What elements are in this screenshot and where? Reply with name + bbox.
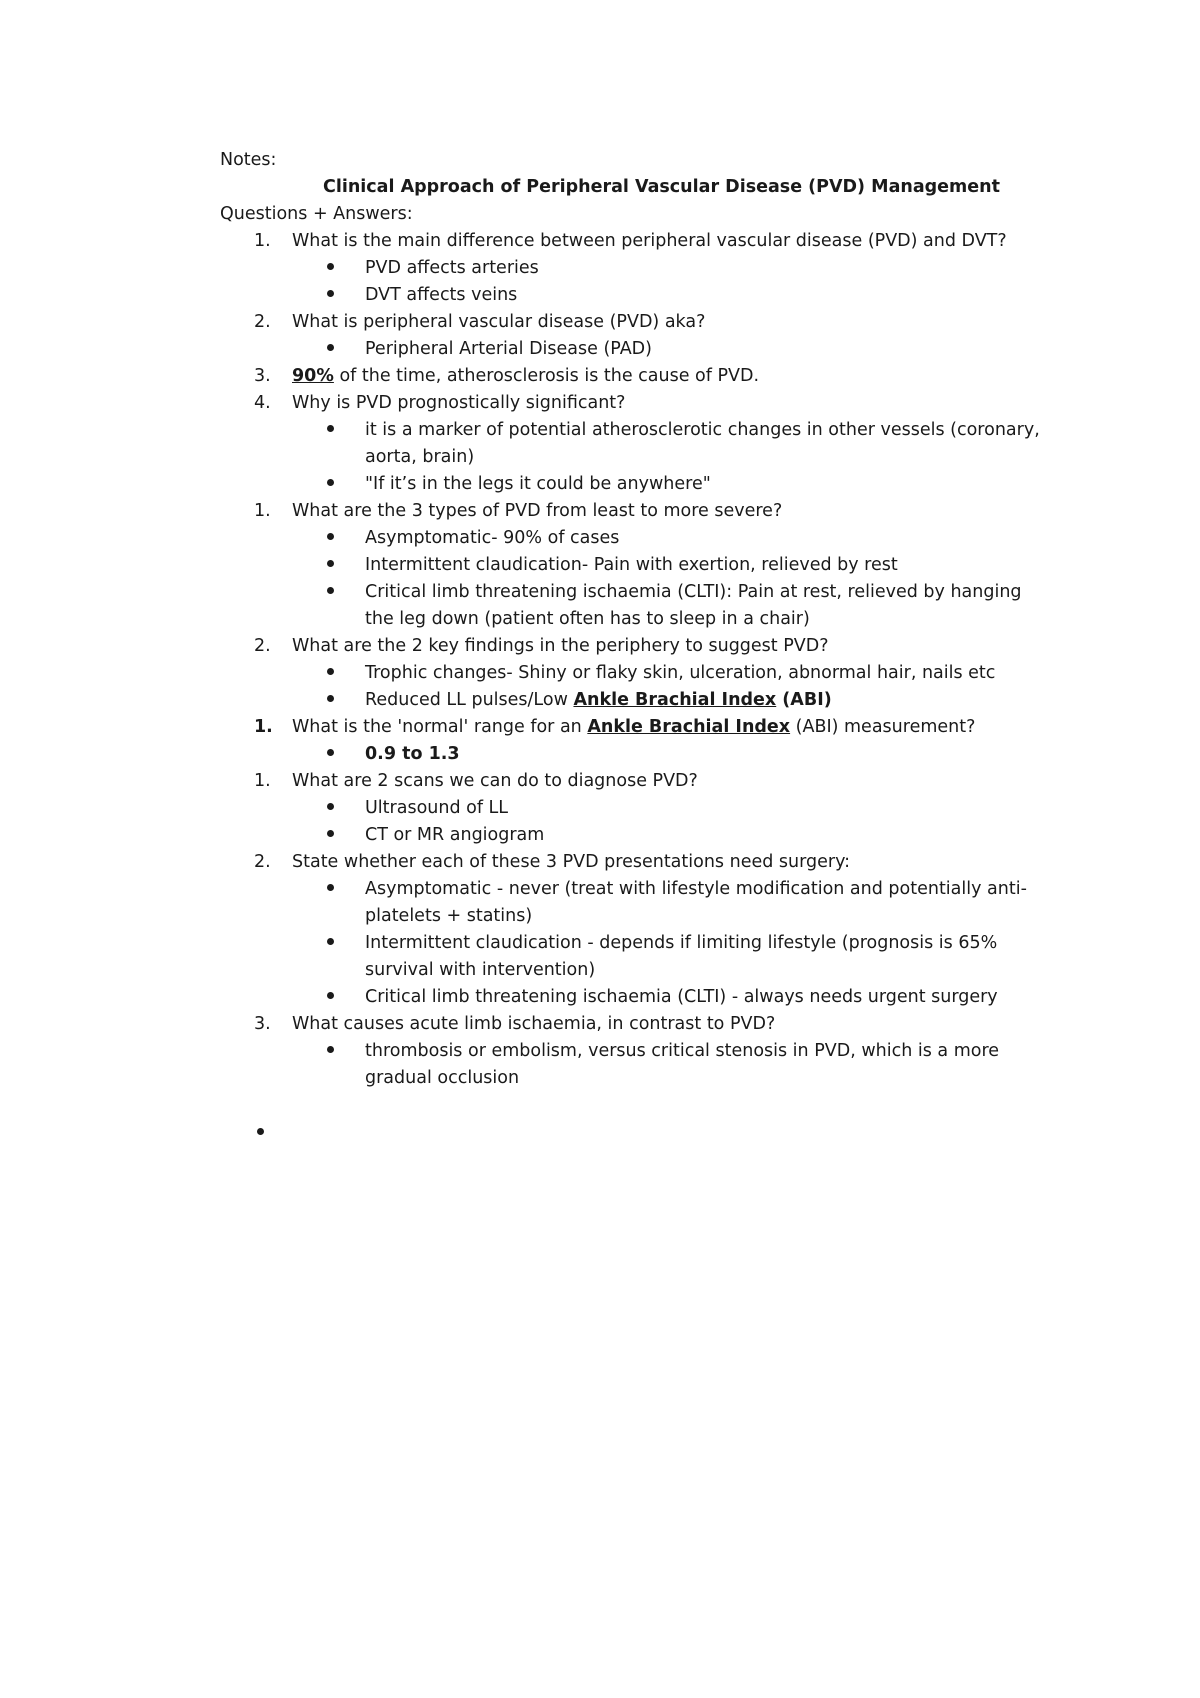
answer-text: Intermittent claudication - depends if limiting lifestyle (prognosis is 65% bbox=[365, 933, 998, 953]
bullet-icon bbox=[327, 830, 334, 837]
question-text: Why is PVD prognostically significant? bbox=[292, 393, 626, 413]
bullet-icon bbox=[327, 749, 334, 756]
document-title: Clinical Approach of Peripheral Vascular Disease (PVD) Management bbox=[323, 177, 1000, 197]
bullet-icon bbox=[327, 344, 334, 351]
questions-subheading: Questions + Answers: bbox=[220, 204, 413, 224]
bullet-icon bbox=[327, 587, 334, 594]
list-number: 1. bbox=[254, 501, 271, 521]
emphasis-text: Ankle Brachial Index bbox=[573, 690, 777, 710]
list-number: 1. bbox=[254, 771, 271, 791]
answer-text: Critical limb threatening ischaemia (CLTI): Pain at rest, relieved by hanging bbox=[365, 582, 1022, 602]
answer-text: Trophic changes- Shiny or flaky skin, ulceration, abnormal hair, nails etc bbox=[365, 663, 996, 683]
answer-text-start: Reduced LL pulses/Low bbox=[365, 690, 574, 710]
list-number: 1. bbox=[254, 717, 273, 737]
list-number: 1. bbox=[254, 231, 271, 251]
answer-text: Critical limb threatening ischaemia (CLTI) - always needs urgent surgery bbox=[365, 987, 998, 1007]
list-number: 2. bbox=[254, 852, 271, 872]
list-number: 2. bbox=[254, 636, 271, 656]
answer-text: PVD affects arteries bbox=[365, 258, 539, 278]
bullet-icon bbox=[327, 479, 334, 486]
answer-text: "If it’s in the legs it could be anywhere" bbox=[365, 474, 711, 494]
bullet-icon bbox=[327, 425, 334, 432]
empty-bullet-icon bbox=[257, 1128, 264, 1135]
answer-text: Peripheral Arterial Disease (PAD) bbox=[365, 339, 652, 359]
question-text: What are the 3 types of PVD from least to more severe? bbox=[292, 501, 783, 521]
bullet-icon bbox=[327, 263, 334, 270]
bullet-icon bbox=[327, 695, 334, 702]
answer-text: Ultrasound of LL bbox=[365, 798, 509, 818]
answer-text: CT or MR angiogram bbox=[365, 825, 545, 845]
question-text: What are the 2 key findings in the periphery to suggest PVD? bbox=[292, 636, 829, 656]
notes-label: Notes: bbox=[220, 150, 277, 170]
list-number: 3. bbox=[254, 366, 271, 386]
bullet-icon bbox=[327, 290, 334, 297]
bullet-icon bbox=[327, 668, 334, 675]
bullet-icon bbox=[327, 533, 334, 540]
answer-text: DVT affects veins bbox=[365, 285, 518, 305]
answer-text: Asymptomatic- 90% of cases bbox=[365, 528, 620, 548]
emphasis-text: Ankle Brachial Index bbox=[587, 717, 791, 737]
question-text: What are 2 scans we can do to diagnose PVD? bbox=[292, 771, 698, 791]
question-text-end: (ABI) measurement? bbox=[790, 717, 976, 737]
answer-text-continued: the leg down (patient often has to sleep in a chair) bbox=[365, 609, 810, 629]
bullet-icon bbox=[327, 560, 334, 567]
question-text bbox=[292, 363, 759, 389]
answer-text bbox=[365, 687, 832, 713]
bullet-icon bbox=[327, 938, 334, 945]
answer-text: Intermittent claudication- Pain with exertion, relieved by rest bbox=[365, 555, 898, 575]
list-number: 2. bbox=[254, 312, 271, 332]
question-text bbox=[292, 714, 975, 740]
list-number: 3. bbox=[254, 1014, 271, 1034]
question-text-start: What is the 'normal' range for an bbox=[292, 717, 588, 737]
bullet-icon bbox=[327, 803, 334, 810]
question-text: What is the main difference between peripheral vascular disease (PVD) and DVT? bbox=[292, 231, 1007, 251]
question-text-rest: of the time, atherosclerosis is the cause of PVD. bbox=[333, 366, 760, 386]
bullet-icon bbox=[327, 992, 334, 999]
answer-text-continued: platelets + statins) bbox=[365, 906, 533, 926]
answer-text-continued: aorta, brain) bbox=[365, 447, 475, 467]
question-text: State whether each of these 3 PVD presentations need surgery: bbox=[292, 852, 851, 872]
answer-text-end: (ABI) bbox=[776, 690, 832, 710]
answer-text: 0.9 to 1.3 bbox=[365, 744, 460, 764]
answer-text-continued: gradual occlusion bbox=[365, 1068, 520, 1088]
emphasis-text: 90% bbox=[292, 366, 334, 386]
answer-text: Asymptomatic - never (treat with lifestyle modification and potentially anti- bbox=[365, 879, 1027, 899]
answer-text-continued: survival with intervention) bbox=[365, 960, 596, 980]
bullet-icon bbox=[327, 1046, 334, 1053]
bullet-icon bbox=[327, 884, 334, 891]
answer-text: thrombosis or embolism, versus critical stenosis in PVD, which is a more bbox=[365, 1041, 1000, 1061]
answer-text: it is a marker of potential atherosclerotic changes in other vessels (coronary, bbox=[365, 420, 1040, 440]
question-text: What is peripheral vascular disease (PVD) aka? bbox=[292, 312, 706, 332]
list-number: 4. bbox=[254, 393, 271, 413]
question-text: What causes acute limb ischaemia, in contrast to PVD? bbox=[292, 1014, 776, 1034]
